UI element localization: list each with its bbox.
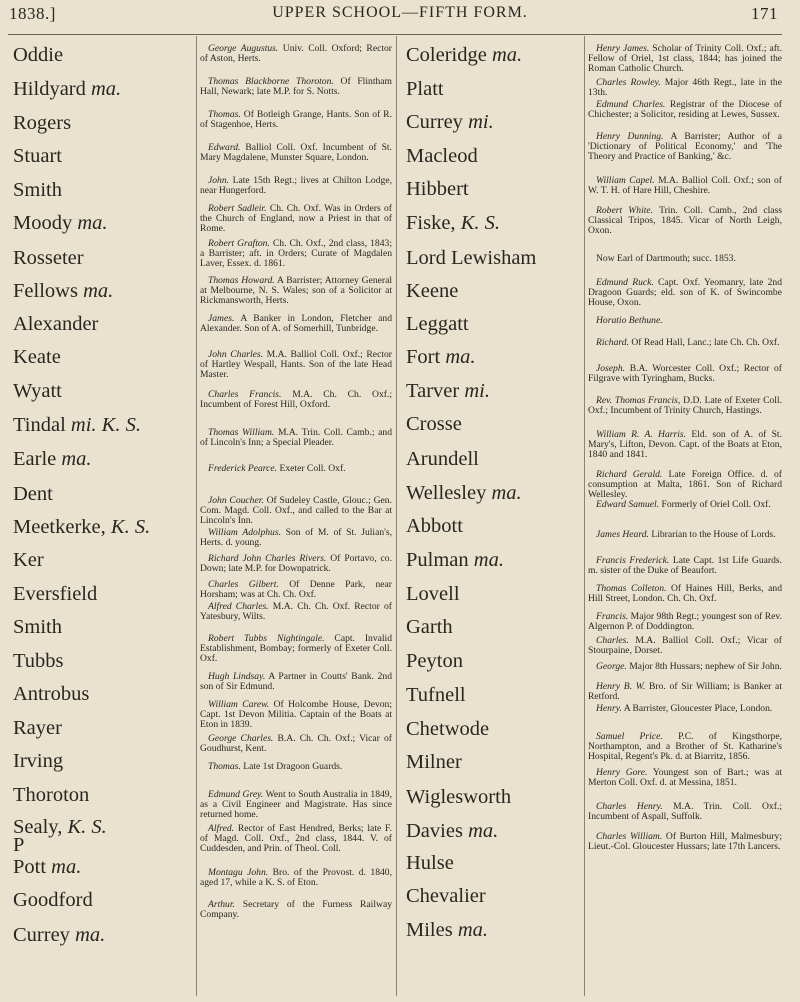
name-suffix: mi. xyxy=(468,111,494,133)
biography-text: Bro. of the Provost. d. 1840, aged 17, while a K. S. of Eton. xyxy=(200,867,393,889)
surname: Platt xyxy=(406,78,444,100)
biography-text: Of Flintham Hall, Newark; late M.P. for S. Notts. xyxy=(200,76,392,98)
given-names: Charles. xyxy=(596,635,629,646)
surname: Sealy, xyxy=(13,816,63,838)
biography-text: Youngest son of Bart.; was at Merton Coll. Oxf. d. at Messina, 1851. xyxy=(588,767,782,789)
surname: Goodford xyxy=(13,889,93,911)
surname: Garth xyxy=(406,616,453,638)
biography-text: B.A. Ch. Ch. Oxf.; Vicar of Goudhurst, Kent. xyxy=(200,733,392,755)
student-name xyxy=(406,885,486,907)
student-name xyxy=(406,413,462,435)
name-suffix: ma. xyxy=(77,212,108,234)
given-names: Frederick Pearce. xyxy=(208,463,278,474)
name-suffix: K. S. xyxy=(110,516,151,538)
surname: Meetkerke, xyxy=(13,516,106,538)
biography-text: Univ. Coll. Oxford; Rector of Aston, Herts. xyxy=(200,43,392,65)
surname: Wyatt xyxy=(13,380,62,402)
surname: Rogers xyxy=(13,112,72,134)
surname: Fellows xyxy=(13,280,78,302)
biography-entry xyxy=(588,176,782,196)
given-names: Richard. xyxy=(596,337,629,348)
biography-entry xyxy=(200,700,392,731)
page-number: 171 xyxy=(751,4,778,23)
name-suffix: ma. xyxy=(51,856,82,878)
given-names: John. xyxy=(208,175,230,186)
name-suffix: ma. xyxy=(83,280,114,302)
student-name xyxy=(406,650,463,672)
given-names: Rev. Thomas Francis, xyxy=(596,395,681,406)
surname: Crosse xyxy=(406,413,462,435)
name-suffix: K. S. xyxy=(67,816,107,838)
student-name xyxy=(406,313,469,335)
biography-entry xyxy=(200,464,392,474)
surname: Fort xyxy=(406,346,441,368)
biography-text: Now Earl of Dartmouth; succ. 1853. xyxy=(596,253,736,264)
surname: Hulse xyxy=(406,852,454,874)
student-name xyxy=(13,448,92,470)
column-divider xyxy=(196,36,197,996)
name-suffix: ma. xyxy=(61,448,92,470)
given-names: Henry Gore. xyxy=(596,767,648,778)
given-names: William Capel. xyxy=(596,175,655,186)
student-name xyxy=(406,380,490,402)
biography-entry xyxy=(200,824,392,855)
surname: Alexander xyxy=(13,313,99,335)
biography-entry xyxy=(200,554,392,574)
student-name xyxy=(13,583,97,605)
biography-text: Secretary of the Furness Railway Company. xyxy=(200,899,392,921)
given-names: George Augustus. xyxy=(208,43,279,54)
biography-text: Of Botleigh Grange, Hants. Son of R. of Stagenhoe, Herts. xyxy=(200,109,392,131)
surname: Hibbert xyxy=(406,178,469,200)
biography-entry xyxy=(588,500,782,510)
surname: Keate xyxy=(13,346,61,368)
given-names: Robert Tubbs Nightingale. xyxy=(208,633,325,644)
student-name xyxy=(13,44,63,66)
student-name xyxy=(13,145,62,167)
biography-entry xyxy=(200,496,392,527)
biography-text: Son of M. of St. Julian's, Herts. d. young. xyxy=(200,527,392,549)
surname: Thoroton xyxy=(13,784,90,806)
student-name xyxy=(406,448,479,470)
student-name xyxy=(13,280,113,302)
given-names: Robert White. xyxy=(596,205,654,216)
given-names: Richard John Charles Rivers. xyxy=(208,553,327,564)
surname: Arundell xyxy=(406,448,479,470)
student-name xyxy=(13,414,141,436)
student-name xyxy=(13,856,81,878)
biography-entry xyxy=(588,704,782,714)
surname: Wellesley xyxy=(406,482,487,504)
biography-entry xyxy=(200,276,392,307)
student-name xyxy=(13,816,107,838)
given-names: Edmund Ruck. xyxy=(596,277,654,288)
biography-entry xyxy=(588,364,782,384)
given-names: Edward. xyxy=(208,142,241,153)
given-names: George Charles. xyxy=(208,733,274,744)
biography-text: A Partner in Coutts' Bank. 2nd son of Sir Edmund. xyxy=(200,671,392,693)
biography-text: Formerly of Oriel Coll. Oxf. xyxy=(661,499,771,510)
student-name xyxy=(406,919,488,941)
surname: Smith xyxy=(13,179,62,201)
biography-entry xyxy=(200,762,392,772)
surname: Lovell xyxy=(406,583,460,605)
biography-entry xyxy=(200,390,392,410)
biography-text: Late 15th Regt.; lives at Chilton Lodge, near Hungerford. xyxy=(200,175,392,197)
surname: Pott xyxy=(13,856,47,878)
biography-entry xyxy=(588,278,782,309)
student-name xyxy=(13,516,150,538)
surname: Keene xyxy=(406,280,459,302)
name-suffix: ma. xyxy=(75,924,106,946)
student-name xyxy=(406,718,489,740)
student-name xyxy=(13,549,44,571)
biography-text: D.D. Late of Exeter Coll. Oxf.; Incumbent of Trinity Church, Hastings. xyxy=(588,395,782,417)
biography-entry xyxy=(588,556,782,576)
surname: Earle xyxy=(13,448,57,470)
biography-text: Rector of East Hendred, Berks; late F. of Magd. Coll. Oxf., 2nd class, 1844. V. of Cuddesden, and Prin. of Theol. Coll. xyxy=(200,823,393,855)
given-names: William Adolphus. xyxy=(208,527,281,538)
surname: Pulman xyxy=(406,549,469,571)
biography-entry xyxy=(588,470,782,501)
student-name xyxy=(13,380,62,402)
student-name xyxy=(13,683,89,705)
biography-entry xyxy=(200,580,392,600)
given-names: Charles Gilbert. xyxy=(208,579,279,590)
surname: Peyton xyxy=(406,650,463,672)
biography-text: A Banker in London, Fletcher and Alexander. Son of A. of Somerhill, Tunbridge. xyxy=(200,313,392,335)
biography-entry xyxy=(200,314,392,334)
biography-entry xyxy=(588,132,782,163)
biography-text: A Barrister; Attorney General at Melbourne, N. S. Wales; son of a Solicitor at Rickmansworth, Herts. xyxy=(200,275,393,307)
biography-text: Ch. Ch. Oxf. Was in Orders of the Church of England, now a Priest in that of Rome. xyxy=(200,203,392,235)
surname: Eversfield xyxy=(13,583,98,605)
biography-entry xyxy=(200,602,392,622)
header-year: 1838.] xyxy=(9,4,56,23)
biography-text: Late 1st Dragoon Guards. xyxy=(243,761,343,772)
biography-entry xyxy=(588,254,782,264)
student-name xyxy=(406,684,466,706)
student-name xyxy=(406,78,444,100)
biography-text: M.A. Trin. Coll. Oxf.; Incumbent of Aspall, Suffolk. xyxy=(588,801,782,823)
biography-text: Librarian to the House of Lords. xyxy=(651,529,776,540)
biography-entry xyxy=(588,584,782,604)
student-name xyxy=(13,616,62,638)
biography-text: Of Read Hall, Lanc.; late Ch. Ch. Oxf. xyxy=(631,337,780,348)
biography-text: Late Capt. 1st Life Guards. m. sister of the Duke of Beaufort. xyxy=(588,555,783,577)
name-suffix: ma. xyxy=(473,549,504,571)
student-name xyxy=(13,924,105,946)
biography-entry xyxy=(200,143,392,163)
given-names: Alfred Charles. xyxy=(208,601,269,612)
column-divider xyxy=(584,36,585,996)
biography-text: Of Sudeley Castle, Glouc.; Gen. Com. Magd. Coll. Oxf., and called to the Bar at Lincoln's Inn. xyxy=(200,495,392,527)
biography-entry xyxy=(200,350,392,381)
given-names: William Carew. xyxy=(208,699,270,710)
surname: Miles xyxy=(406,919,453,941)
name-suffix: ma. xyxy=(91,78,122,100)
biography-text: Of Haines Hill, Berks, and Hill Street, London. Ch. Ch. Oxf. xyxy=(588,583,782,605)
biography-text: Capt. Oxf. Yeomanry, late 2nd Dragoon Guards; eld. son of K. of Swincombe House, Oxon. xyxy=(588,277,782,309)
given-names: Henry James. xyxy=(596,43,650,54)
biography-entry xyxy=(588,530,782,540)
student-name xyxy=(13,834,24,856)
surname: Milner xyxy=(406,751,462,773)
biography-entry xyxy=(588,636,782,656)
biography-entry xyxy=(588,206,782,237)
given-names: Charles William. xyxy=(596,831,663,842)
surname: Stuart xyxy=(13,145,62,167)
biography-entry xyxy=(200,204,392,235)
name-suffix: ma. xyxy=(491,44,523,66)
biography-text: P.C. of Kingsthorpe, Northampton, and a Brother of St. Katharine's Hospital, Regent's Pk. d. at Biarritz, 1856. xyxy=(588,731,782,763)
biography-entry xyxy=(200,110,392,130)
student-name xyxy=(406,280,458,302)
given-names: Alfred. xyxy=(208,823,235,834)
student-name xyxy=(13,78,121,100)
biography-text: A Barrister, Gloucester Place, London. xyxy=(623,703,773,714)
surname: Tubbs xyxy=(13,650,64,672)
biography-entry xyxy=(200,176,392,196)
biography-text: Bro. of Sir William; is Banker at Retford. xyxy=(588,681,782,703)
given-names: Edmund Grey. xyxy=(208,789,264,800)
header-title: UPPER SCHOOL—FIFTH FORM. xyxy=(272,4,528,21)
page-header xyxy=(0,4,800,34)
surname: Chetwode xyxy=(406,718,490,740)
student-name xyxy=(406,111,494,133)
student-name xyxy=(13,112,71,134)
student-name xyxy=(406,212,500,234)
given-names: James. xyxy=(208,313,235,324)
student-name xyxy=(13,717,62,739)
given-names: Charles Rowley. xyxy=(596,77,661,88)
biography-text: Balliol Coll. Oxf. Incumbent of St. Mary Magdalene, Munster Square, London. xyxy=(200,142,392,164)
biography-entry xyxy=(200,734,392,754)
surname: Lord Lewisham xyxy=(406,247,537,269)
surname: Smith xyxy=(13,616,62,638)
student-name xyxy=(406,549,504,571)
surname: Currey xyxy=(13,924,70,946)
given-names: Charles Henry. xyxy=(596,801,663,812)
student-name xyxy=(13,483,53,505)
given-names: Richard Gerald. xyxy=(596,469,663,480)
given-names: Francis Frederick. xyxy=(596,555,670,566)
student-name xyxy=(13,889,93,911)
student-name xyxy=(406,515,463,537)
biography-entry xyxy=(200,428,392,448)
name-suffix: mi. xyxy=(464,380,490,402)
student-name xyxy=(13,750,63,772)
biography-entry xyxy=(588,430,782,461)
student-name xyxy=(406,346,476,368)
biography-text: Of Holcombe House, Devon; Capt. 1st Devon Militia. Captain of the Boats at Eton in 1839. xyxy=(200,699,393,731)
biography-entry xyxy=(588,78,782,98)
given-names: John Coucher. xyxy=(208,495,264,506)
given-names: Samuel Price. xyxy=(596,731,663,742)
biography-text: Late Foreign Office. d. of consumption at Malta, 1861. Son of Richard Wellesley. xyxy=(588,469,782,501)
surname: Oddie xyxy=(13,44,64,66)
biography-text: Major 98th Regt.; youngest son of Rev. Algernon P. of Doddington. xyxy=(588,611,783,633)
surname: Tindal xyxy=(13,414,66,436)
given-names: Henry Dunning. xyxy=(596,131,664,142)
surname: P xyxy=(13,834,25,856)
biography-text: Of Burton Hill, Malmesbury; Lieut.-Col. Gloucester Hussars; late 17th Lancers. xyxy=(588,831,783,853)
given-names: Thomas. xyxy=(208,761,241,772)
surname: Currey xyxy=(406,111,463,133)
given-names: Henry B. W. xyxy=(596,681,646,692)
student-name xyxy=(13,650,64,672)
surname: Tarver xyxy=(406,380,460,402)
given-names: Robert Grafton. xyxy=(208,238,270,249)
student-name xyxy=(406,583,460,605)
student-name xyxy=(13,179,62,201)
biography-text: M.A. Ch. Ch. Oxf.; Incumbent of Forest Hill, Oxford. xyxy=(200,389,393,411)
biography-entry xyxy=(200,900,392,920)
student-name xyxy=(406,145,478,167)
given-names: Thomas William. xyxy=(208,427,275,438)
name-suffix: ma. xyxy=(445,346,476,368)
biography-text: Capt. Invalid Establishment, Bombay; formerly of Exeter Coll. Oxf. xyxy=(200,633,393,665)
column-divider xyxy=(396,36,397,996)
biography-entry xyxy=(200,239,392,270)
biography-text: M.A. Trin. Coll. Camb.; and of Lincoln's Inn; a Special Pleader. xyxy=(200,427,392,449)
biography-text: Scholar of Trinity Coll. Oxf.; aft. Fellow of Oriel, 1st class, 1844; has joined the Roman Catholic Church. xyxy=(588,43,782,75)
biography-entry xyxy=(588,100,782,120)
biography-entry xyxy=(588,338,782,348)
surname: Fiske, xyxy=(406,212,456,234)
biography-text: M.A. Ch. Ch. Oxf. Rector of Yatesbury, Wilts. xyxy=(200,601,392,623)
name-suffix: mi. K. S. xyxy=(70,414,141,436)
student-name xyxy=(406,178,469,200)
biography-entry xyxy=(200,528,392,548)
surname: Macleod xyxy=(406,145,478,167)
biography-text: Registrar of the Diocese of Chichester; a Solicitor, residing at Lewes, Sussex. xyxy=(588,99,782,121)
given-names: Edmund Charles. xyxy=(596,99,666,110)
given-names: William R. A. Harris. xyxy=(596,429,687,440)
surname: Davies xyxy=(406,820,463,842)
given-names: Thomas Colleton. xyxy=(596,583,667,594)
biography-entry xyxy=(200,77,392,97)
surname: Hildyard xyxy=(13,78,86,100)
student-name xyxy=(13,313,98,335)
given-names: Charles Francis. xyxy=(208,389,282,400)
biography-entry xyxy=(588,612,782,632)
given-names: Horatio Bethune. xyxy=(596,315,663,326)
student-name xyxy=(406,751,462,773)
biography-entry xyxy=(588,832,782,852)
surname: Tufnell xyxy=(406,684,466,706)
given-names: Thomas. xyxy=(208,109,241,120)
given-names: Joseph. xyxy=(596,363,626,374)
student-name xyxy=(406,616,453,638)
given-names: Thomas Howard. xyxy=(208,275,275,286)
biography-text: Major 8th Hussars; nephew of Sir John. xyxy=(629,661,782,672)
biography-text: Eld. son of A. of St. Mary's, Lifton, Devon. Capt. of the Boats at Eton, 1840 and 1841. xyxy=(588,429,782,461)
student-name xyxy=(406,482,522,504)
surname: Chevalier xyxy=(406,885,486,907)
name-suffix: ma. xyxy=(468,820,499,842)
biography-text: A Barrister; Author of a 'Dictionary of Political Economy,' and 'The Theory and Practice of Banking,' &c. xyxy=(588,131,783,163)
biography-entry xyxy=(200,634,392,665)
surname: Ker xyxy=(13,549,44,571)
biography-entry xyxy=(200,790,392,821)
biography-entry xyxy=(588,316,782,326)
biography-text: Of Portavo, co. Down; late M.P. for Downpatrick. xyxy=(200,553,392,575)
surname: Rayer xyxy=(13,717,62,739)
biography-entry xyxy=(588,396,782,416)
given-names: Montagu John. xyxy=(208,867,269,878)
surname: Wiglesworth xyxy=(406,786,512,808)
surname: Leggatt xyxy=(406,313,469,335)
given-names: George. xyxy=(596,661,627,672)
given-names: Edward Samuel. xyxy=(596,499,660,510)
biography-entry xyxy=(200,672,392,692)
biography-text: Trin. Coll. Camb., 2nd class Classical Tripos, 1845. Vicar of North Leigh, Oxon. xyxy=(588,205,782,237)
header-rule xyxy=(8,34,782,35)
biography-text: Major 46th Regt., late in the 13th. xyxy=(588,77,782,99)
surname: Moody xyxy=(13,212,73,234)
given-names: Francis. xyxy=(596,611,629,622)
surname: Antrobus xyxy=(13,683,90,705)
student-name xyxy=(406,786,511,808)
given-names: John Charles. xyxy=(208,349,264,360)
student-name xyxy=(13,784,89,806)
given-names: Arthur. xyxy=(208,899,235,910)
student-name xyxy=(13,212,108,234)
biography-entry xyxy=(588,802,782,822)
biography-text: Of Denne Park, near Horsham; was at Ch. Ch. Oxf. xyxy=(200,579,392,601)
biography-entry xyxy=(588,768,782,788)
biography-entry xyxy=(200,44,392,64)
biography-text: B.A. Worcester Coll. Oxf.; Rector of Filgrave with Tyringham, Bucks. xyxy=(588,363,783,385)
student-name xyxy=(13,346,61,368)
student-name xyxy=(13,247,84,269)
given-names: Thomas Blackborne Thoroton. xyxy=(208,76,334,87)
name-suffix: K. S. xyxy=(460,212,500,234)
biography-entry xyxy=(588,682,782,702)
surname: Abbott xyxy=(406,515,463,537)
surname: Dent xyxy=(13,483,53,505)
given-names: James Heard. xyxy=(596,529,649,540)
biography-entry xyxy=(588,732,782,763)
biography-text: M.A. Balliol Coll. Oxf.; Rector of Hartley Wespall, Hants. Son of the late Head Master. xyxy=(200,349,392,381)
biography-entry xyxy=(588,662,782,672)
biography-entry xyxy=(200,868,392,888)
student-name xyxy=(406,44,522,66)
biography-text: M.A. Balliol Coll. Oxf.; son of W. T. H. of Hare Hill, Cheshire. xyxy=(588,175,782,197)
biography-text: M.A. Balliol Coll. Oxf.; Vicar of Stourpaine, Dorset. xyxy=(588,635,782,657)
biography-text: Went to South Australia in 1849, as a Civil Engineer and Magistrate. Has since returned home. xyxy=(200,789,392,821)
biography-entry xyxy=(588,44,782,75)
surname: Coleridge xyxy=(406,44,487,66)
name-suffix: ma. xyxy=(491,482,522,504)
biography-text: Exeter Coll. Oxf. xyxy=(279,463,346,474)
given-names: Hugh Lindsay. xyxy=(208,671,266,682)
name-suffix: ma. xyxy=(457,919,489,941)
student-name xyxy=(406,247,536,269)
surname: Rosseter xyxy=(13,247,84,269)
given-names: Robert Sadleir. xyxy=(208,203,267,214)
student-name xyxy=(406,852,454,874)
student-name xyxy=(406,820,498,842)
biography-text: Ch. Ch. Oxf., 2nd class, 1843; a Barrister; aft. in Orders; Curate of Magdalen Laver, Essex. d. 1861. xyxy=(200,238,392,270)
surname: Irving xyxy=(13,750,64,772)
given-names: Henry. xyxy=(596,703,622,714)
